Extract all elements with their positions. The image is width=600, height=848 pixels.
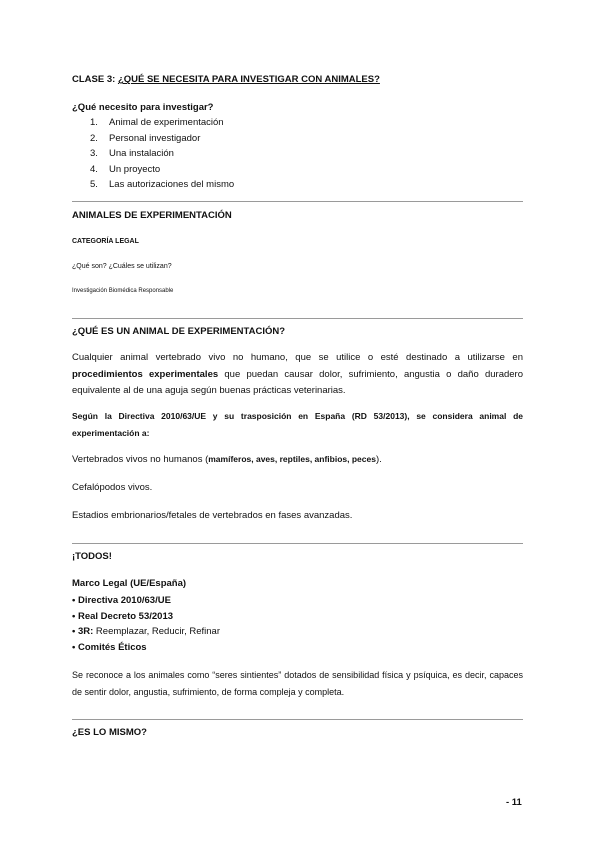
divider <box>72 543 523 544</box>
list-item: 3. Una instalación <box>90 148 174 160</box>
list-item: • 3R: Reemplazar, Reducir, Refinar <box>72 626 221 637</box>
list-item: • Directiva 2010/63/UE <box>72 595 171 606</box>
list-item: • Comités Éticos <box>72 641 147 653</box>
sentient-paragraph: Se reconoce a los animales como “seres sintientes” dotados de sensibilidad física y psíquica, es decir, capaces de sentir dolor, angustia, sufrimiento, de forma compleja y completa. <box>72 670 523 697</box>
page-number: - 11 <box>506 797 522 808</box>
divider <box>72 719 523 720</box>
section-heading-que-es: ¿QUÉ ES UN ANIMAL DE EXPERIMENTACIÓN? <box>72 326 286 337</box>
embryonic-paragraph: Estadios embrionarios/fetales de vertebrados en fases avanzadas. <box>72 510 353 521</box>
directive-paragraph: Según la Directiva 2010/63/UE y su trasposición en España (RD 53/2013), se considera animal de experimentación a: <box>72 411 523 438</box>
section-question: ¿Qué son? ¿Cuáles se utilizan? <box>72 263 172 270</box>
requirements-list <box>90 115 234 193</box>
list-item: 4. Un proyecto <box>90 163 161 175</box>
vertebrates-paragraph: Vertebrados vivos no humanos (mamíferos, aves, reptiles, anfibios, peces). <box>72 454 382 465</box>
legal-framework-list <box>72 593 220 655</box>
divider <box>72 318 523 319</box>
cephalopods-paragraph: Cefalópodos vivos. <box>72 482 153 493</box>
page-title <box>72 74 380 85</box>
definition-paragraph: Cualquier animal vertebrado vivo no humano, que se utilice o esté destinado a utilizarse en procedimientos experimentales que puedan causar dolor, sufrimiento, angustia o daño duradero equivalente al de una aguja según buenas prácticas veterinarias. <box>72 352 523 396</box>
title-link[interactable]: ¿QUÉ SE NECESITA PARA INVESTIGAR CON ANIMALES? <box>117 74 380 85</box>
list-item: 1. Animal de experimentación <box>90 117 224 128</box>
intro-question: ¿Qué necesito para investigar? <box>72 102 214 113</box>
divider <box>72 201 523 202</box>
list-item: 2. Personal investigador <box>90 132 201 144</box>
section-heading-todos: ¡TODOS! <box>72 551 112 562</box>
section-note: Investigación Biomédica Responsable <box>72 288 174 294</box>
section-heading-es-lo-mismo: ¿ES LO MISMO? <box>72 727 147 738</box>
list-item: 5. Las autorizaciones del mismo <box>90 179 235 191</box>
list-item: • Real Decreto 53/2013 <box>72 610 174 622</box>
legal-framework-title: Marco Legal (UE/España) <box>72 578 187 589</box>
title-prefix: CLASE 3: <box>72 74 118 85</box>
section-heading-animales: ANIMALES DE EXPERIMENTACIÓN <box>72 210 232 221</box>
section-sub-categoria: CATEGORÍA LEGAL <box>72 238 139 245</box>
